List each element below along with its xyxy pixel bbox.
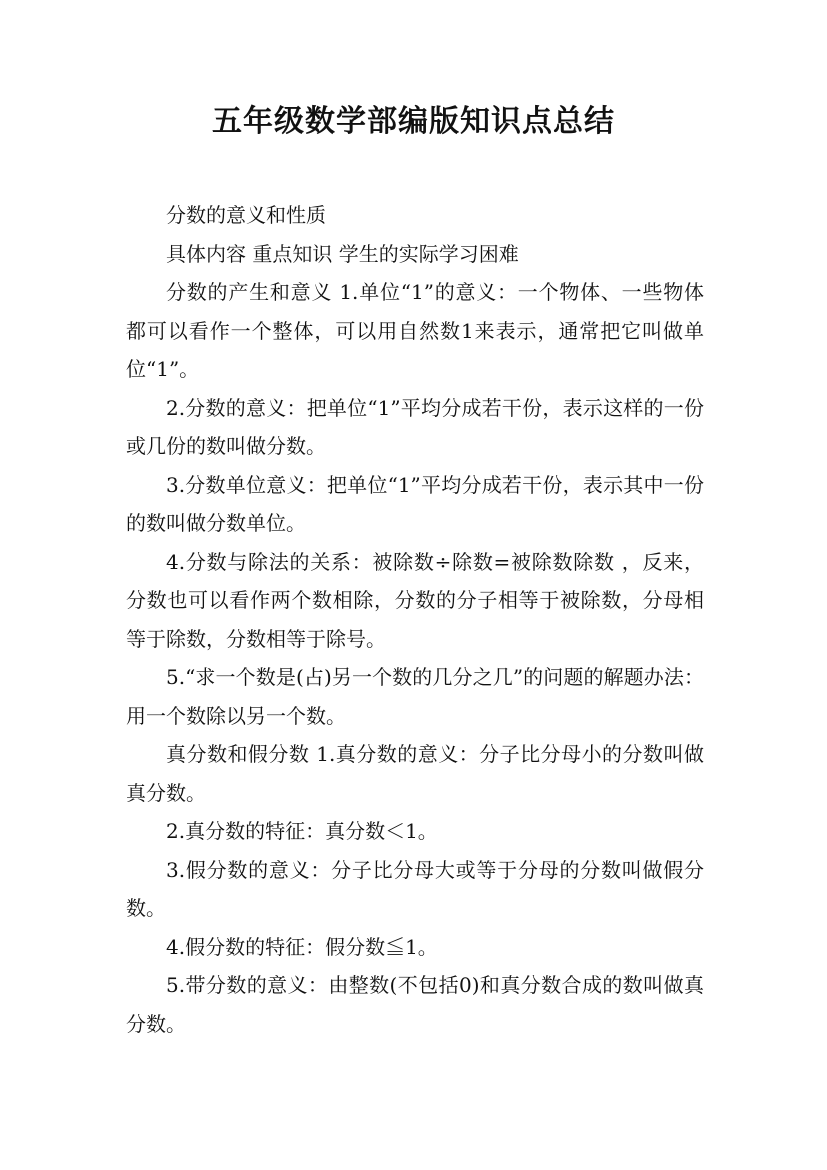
paragraph: 5.带分数的意义：由整数(不包括0)和真分数合成的数叫做真分数。 [126, 973, 704, 1036]
paragraph: 2.真分数的特征：真分数＜1。 [166, 819, 438, 843]
paragraph: 3.假分数的意义：分子比分母大或等于分母的分数叫做假分数。 [126, 857, 704, 920]
paragraph: 真分数和假分数 1.真分数的意义：分子比分母小的分数叫做真分数。 [126, 742, 704, 805]
document-title: 五年级数学部编版知识点总结 [212, 104, 615, 139]
paragraph: 4.分数与除法的关系：被除数÷除数=被除数除数 ，反来，分数也可以看作两个数相除，分数的分子相等于被除数，分母相等于除数，分数相等于除号。 [126, 549, 704, 651]
document-body [126, 196, 704, 1043]
paragraph: 分数的产生和意义 1.单位“1”的意义：一个物体、一些物体都可以看作一个整体，可以用自然数1来表示，通常把它叫做单位“1”。 [126, 280, 704, 381]
paragraph: 分数的意义和性质 [166, 203, 326, 227]
paragraph: 2.分数的意义：把单位“1”平均分成若干份，表示这样的一份或几份的数叫做分数。 [126, 395, 704, 458]
paragraph: 具体内容 重点知识 学生的实际学习困难 [166, 241, 519, 266]
paragraph: 4.假分数的特征：假分数≦1。 [166, 934, 438, 959]
paragraph: 3.分数单位意义：把单位“1”平均分成若干份，表示其中一份的数叫做分数单位。 [126, 472, 704, 535]
paragraph: 5.“求一个数是(占)另一个数的几分之几”的问题的解题办法：用一个数除以另一个数。 [126, 665, 704, 728]
